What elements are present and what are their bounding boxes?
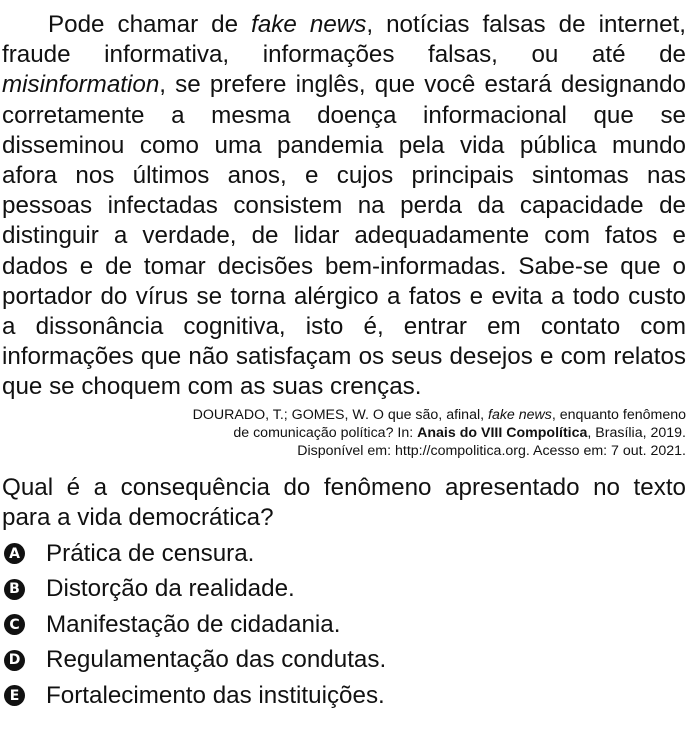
option-e[interactable] [2,678,686,714]
option-b-letter-badge: B [4,579,25,600]
citation-line-1 [2,406,686,424]
option-a-letter-badge: A [4,543,25,564]
option-e-letter-badge: E [4,685,25,706]
option-c[interactable] [2,607,686,643]
citation-italic-term: fake news [488,406,552,423]
option-c-letter-badge: C [4,614,25,635]
option-d-letter-badge: D [4,650,25,671]
option-c-text: Manifestação de cidadania. [46,610,341,638]
passage-text-end: , se prefere inglês, que você estará designando corretamente a mesma doença informacional que se disseminou como uma pandemia pela vida pública mundo afora nos últimos anos, e cujos principais sintomas nas pessoas infectadas consistem na perda da capacidade de distinguir a verdade, de lidar adequadamente com fatos e dados e de tomar decisões bem-informadas. Sabe-se que o portador do vírus se torna alérgico a fatos e evita a todo custo a dissonância cognitiva, isto é, entrar em contato com informações que não satisfaçam os seus desejos e com relatos que se choquem com as suas crenças. [2,71,686,401]
question-text: Qual é a consequência do fenômeno apresentado no texto para a vida democrática? [2,473,686,531]
answer-options [2,536,686,714]
option-d-text: Regulamentação das condutas. [46,646,387,674]
passage-term-fake-news: fake news [251,11,367,38]
citation-title-end: , enquanto fenômeno [551,406,686,423]
option-e-text: Fortalecimento das instituições. [46,681,385,709]
option-a-text: Prática de censura. [46,539,255,567]
citation-proceedings: Anais do VIII Compolítica [417,424,588,441]
citation-authors: DOURADO, T.; GOMES, W. O que são, afinal, [192,406,488,423]
reading-passage [2,10,686,403]
passage-term-misinformation: misinformation [2,71,160,99]
citation-place-year: , Brasília, 2019. [587,424,686,441]
citation-title-cont: de comunicação política? In: [233,424,418,441]
option-a[interactable] [2,536,686,572]
citation-line-2 [2,424,686,442]
passage-text-middle: , notícias falsas de internet, fraude informativa, informações falsas, ou até de [2,11,686,69]
option-d[interactable] [2,642,686,678]
source-citation [2,406,686,461]
citation-line-3: Disponível em: http://compolitica.org. Acesso em: 7 out. 2021. [297,443,686,460]
passage-text-start: Pode chamar de [48,11,252,38]
option-b[interactable] [2,571,686,607]
option-b-text: Distorção da realidade. [46,575,295,603]
